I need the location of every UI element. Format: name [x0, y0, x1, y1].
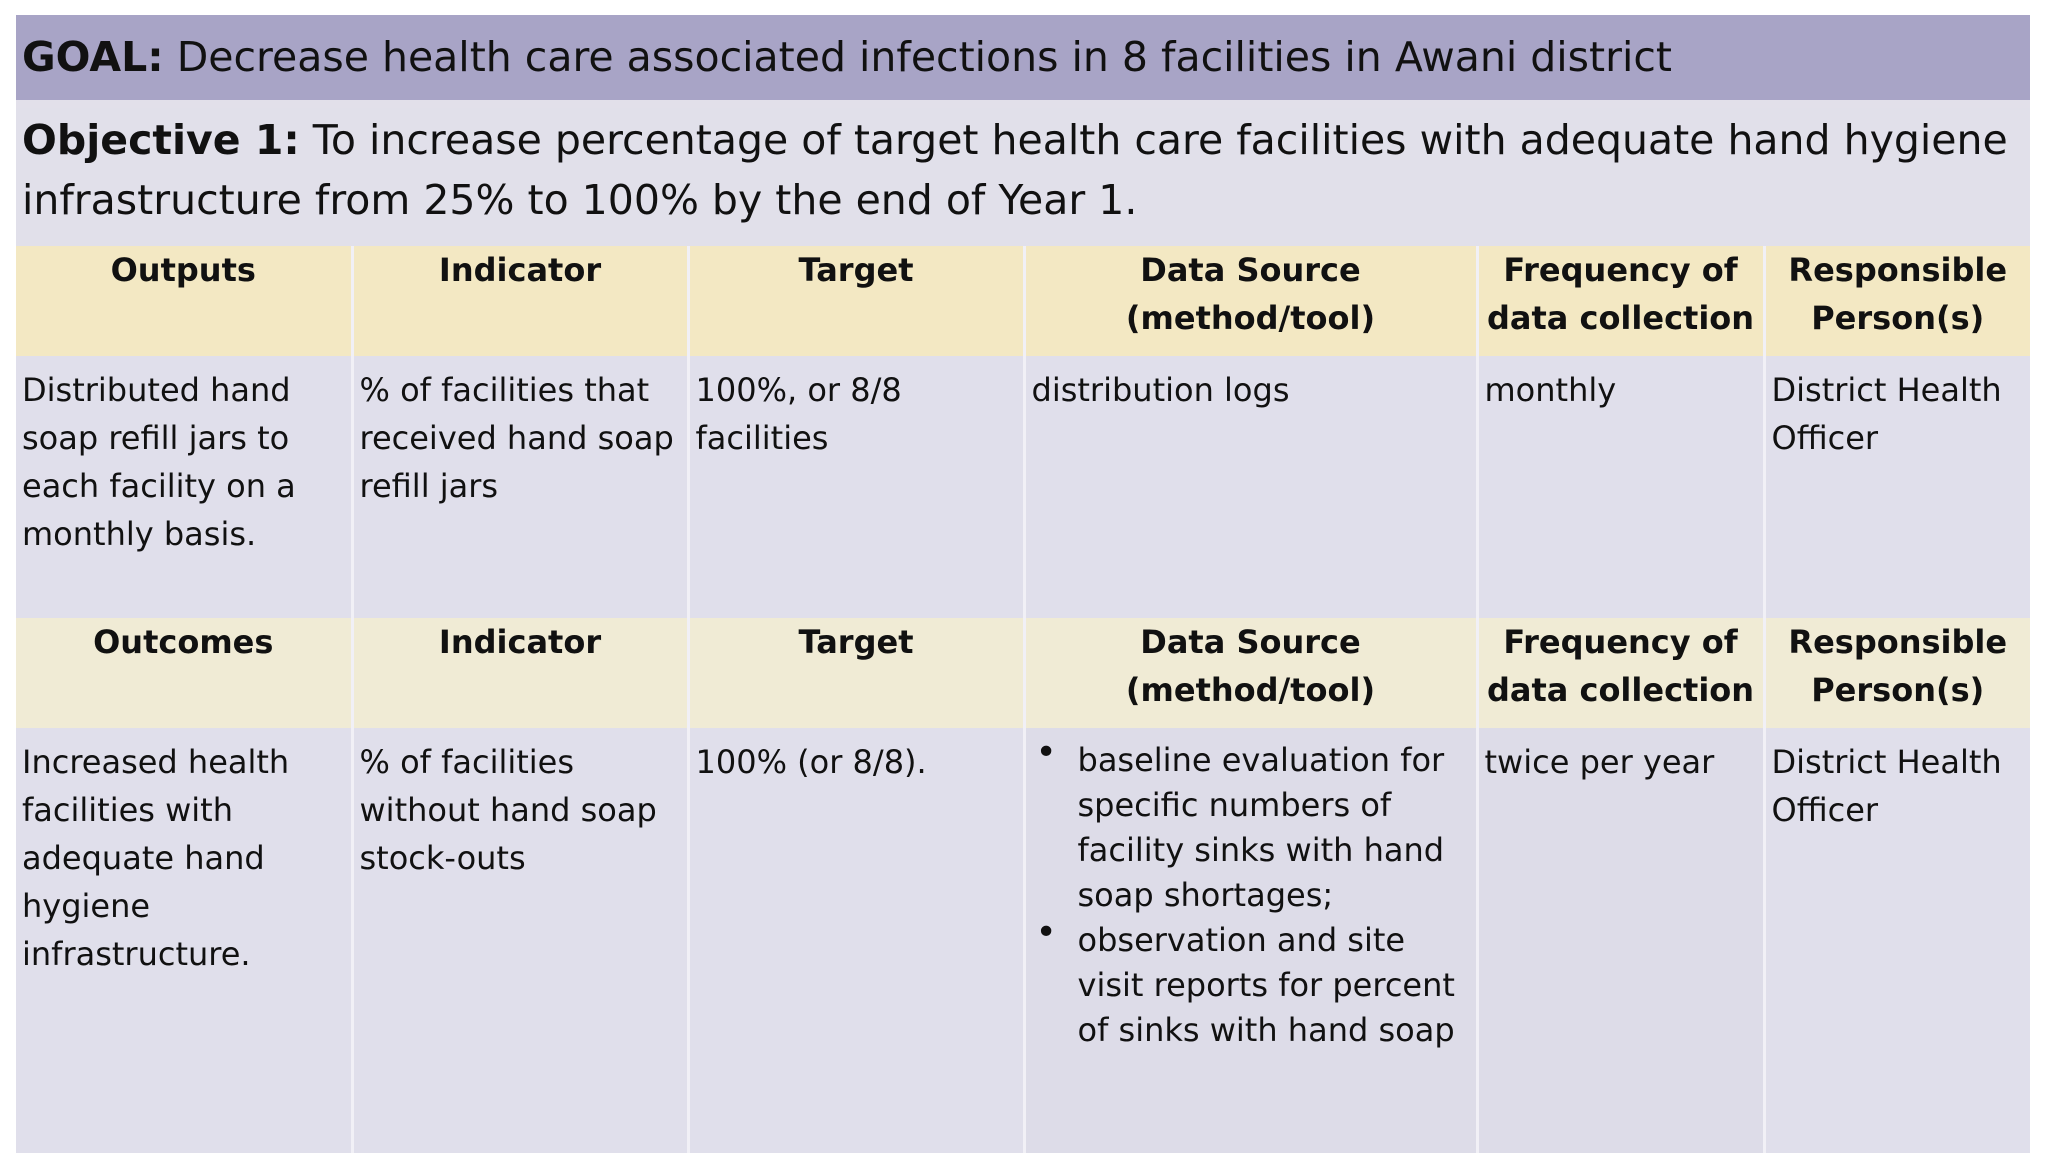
cell-output-frequency: monthly: [1477, 356, 1764, 618]
goal-text: Decrease health care associated infections in 8 facilities in Awani district: [163, 33, 1672, 81]
cell-output: Distributed hand soap refill jars to each facility on a monthly basis.: [16, 356, 352, 618]
cell-outcome-indicator: % of facilities without hand soap stock-outs: [352, 728, 688, 1153]
header-outcomes: Outcomes: [16, 618, 352, 728]
objective-text: To increase percentage of target health care facilities with adequate hand hygiene infrastructure from 25% to 100% by the end of Year 1.: [22, 116, 2008, 224]
header-indicator: Indicator: [352, 246, 688, 356]
data-source-list: [1032, 738, 1470, 1053]
list-item: • observation and site visit reports for percent of sinks with hand soap: [1032, 918, 1470, 1053]
goal-label: GOAL:: [22, 33, 164, 81]
goal-banner: [16, 15, 2030, 100]
header-data-source: Data Source (method/tool): [1024, 618, 1477, 728]
monitoring-table: [16, 246, 2030, 1153]
outcomes-header-row: [16, 618, 2030, 728]
cell-outcome-data-source: [1024, 728, 1477, 1153]
header-target: Target: [688, 618, 1024, 728]
cell-output-indicator: % of facilities that received hand soap refill jars: [352, 356, 688, 618]
header-responsible: Responsible Person(s): [1764, 246, 2030, 356]
objective-label: Objective 1:: [22, 116, 300, 164]
cell-outcome-frequency: twice per year: [1477, 728, 1764, 1153]
cell-output-responsible: District Health Officer: [1764, 356, 2030, 618]
cell-output-target: 100%, or 8/8 facilities: [688, 356, 1024, 618]
header-responsible: Responsible Person(s): [1764, 618, 2030, 728]
list-item: • baseline evaluation for specific numbers of facility sinks with hand soap shortages;: [1032, 738, 1470, 918]
outcomes-row: [16, 728, 2030, 1153]
header-target: Target: [688, 246, 1024, 356]
cell-outcome: Increased health facilities with adequate hand hygiene infrastructure.: [16, 728, 352, 1153]
outputs-row: [16, 356, 2030, 618]
header-indicator: Indicator: [352, 618, 688, 728]
header-outputs: Outputs: [16, 246, 352, 356]
cell-outcome-responsible: District Health Officer: [1764, 728, 2030, 1153]
cell-outcome-target: 100% (or 8/8).: [688, 728, 1024, 1153]
outputs-header-row: [16, 246, 2030, 356]
header-frequency: Frequency of data collection: [1477, 618, 1764, 728]
objective-statement: [16, 108, 2030, 246]
header-frequency: Frequency of data collection: [1477, 246, 1764, 356]
header-data-source: Data Source (method/tool): [1024, 246, 1477, 356]
cell-output-data-source: distribution logs: [1024, 356, 1477, 618]
